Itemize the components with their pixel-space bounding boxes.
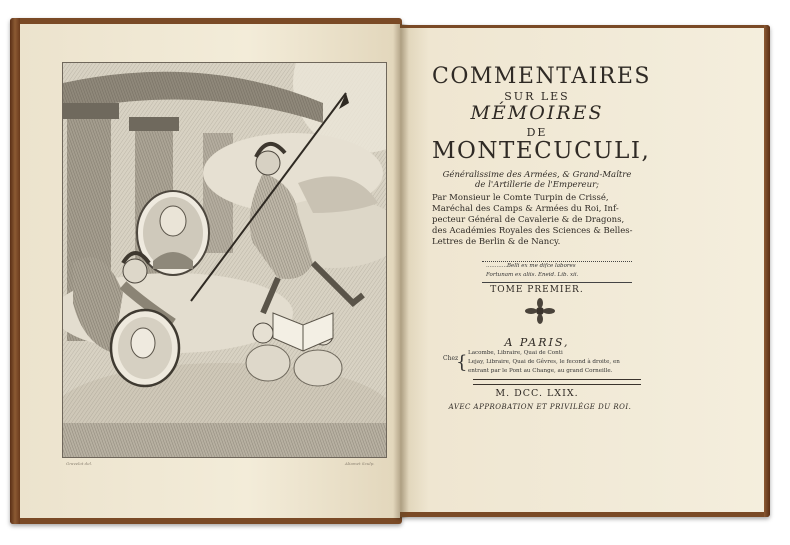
title-line-commentaires: COMMENTAIRES: [432, 64, 651, 89]
author-line-2: Maréchal des Camps & Armées du Roi, Inf-: [432, 204, 619, 214]
subtitle-line-2: de l'Artillerie de l'Empereur;: [474, 180, 599, 190]
author-line-3: pecteur Général de Cavalerie & de Dragons,: [432, 215, 625, 225]
brace-icon: {: [456, 352, 468, 373]
title-line-montecuculi: MONTECUCULI,: [432, 138, 651, 164]
publisher-line-2: Lejay, Libraire, Quai de Gêvres, le fecond à droite, en: [468, 359, 620, 365]
author-line-5: Lettres de Berlin & de Nancy.: [432, 237, 561, 247]
chez-label: Chez: [443, 355, 459, 362]
privilege-label: AVEC APPROBATION ET PRIVILÈGE DU ROI.: [448, 403, 632, 411]
publisher-line-1: Lacombe, Libraire, Quai de Conti: [468, 350, 563, 356]
engraving-illustration: [63, 63, 386, 457]
ornament-icon: [522, 298, 558, 324]
author-line-1: Par Monsieur le Comte Turpin de Crissé,: [432, 193, 609, 203]
title-line-sur-les: SUR LES: [504, 90, 570, 103]
motto-line-1: ............Belli ex me difce labores: [486, 263, 576, 269]
subtitle-line-1: Généralissime des Armées, & Grand-Maître: [442, 170, 632, 180]
author-line-4: des Académies Royales des Sciences & Belles-: [432, 226, 633, 236]
city-label: A PARIS,: [504, 336, 570, 349]
engraving-credit-right: Aliamet Sculp.: [345, 461, 375, 466]
motto-line-2: Fortunam ex aliis. Eneid. Lib. xii.: [486, 272, 579, 278]
publisher-line-3: entrant par le Pont au Change, au grand Corneille.: [468, 368, 613, 374]
date-label: M. DCC. LXIX.: [495, 388, 579, 399]
engraving-credit-left: Gravelot del.: [66, 461, 93, 466]
tome-label: TOME PREMIER.: [490, 285, 584, 295]
title-line-de: DE: [526, 126, 548, 139]
frontispiece-engraving: [62, 62, 387, 458]
double-rule: [473, 379, 641, 385]
book-gutter: [393, 24, 409, 518]
title-line-memoires: MÉMOIRES: [470, 102, 604, 124]
